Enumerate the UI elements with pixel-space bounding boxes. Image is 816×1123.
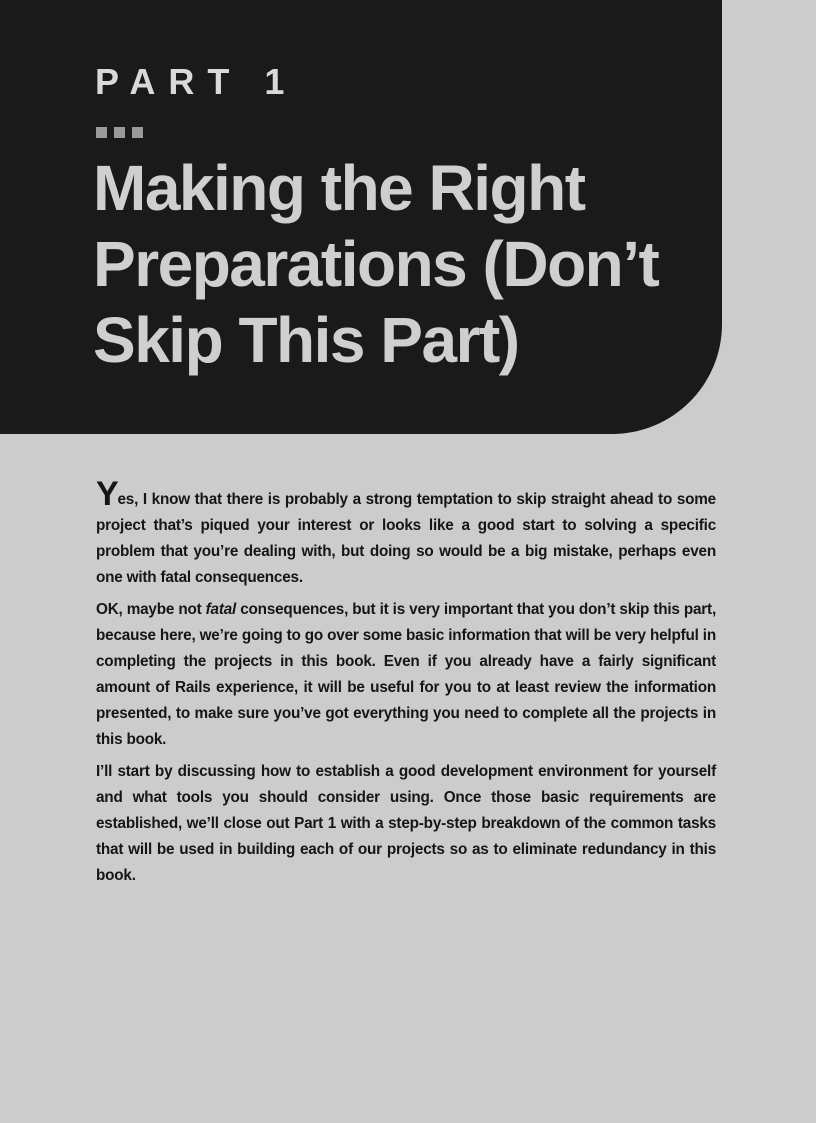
paragraph-1-text: es, I know that there is probably a strong temptation to skip straight ahead to some project that’s piqued your interest or looks like a good start to solving a specific problem that you’re dealing with, but doing so would be a big mistake, perhaps even one with fatal consequences. xyxy=(96,491,716,586)
part-title: Making the Right Preparations (Don’t Skip This Part) xyxy=(93,152,659,376)
part-label xyxy=(95,62,297,102)
decorative-marks xyxy=(96,127,143,138)
part-number: 1 xyxy=(264,61,298,102)
emphasis-fatal: fatal xyxy=(205,601,237,618)
paragraph-3: I’ll start by discussing how to establish a good development environment for yourself and what tools you should consider using. Once those basic requirements are established, we’ll close out Part 1 with a step-by-step breakdown of the common tasks that will be used in building each of our projects so as to eliminate redundancy in this book. xyxy=(96,763,716,884)
drop-cap: Y xyxy=(96,475,119,513)
paragraph-2-text-after: consequences, but it is very important that you don’t skip this part, because here, we’re going to go over some basic information that will be very helpful in completing the projects in this book. Even if you already have a fairly significant amount of Rails experience, it will be useful for you to at least review the information presented, to make sure you’ve got everything you need to complete all the projects in this book. xyxy=(96,601,716,748)
square-mark-icon xyxy=(114,127,125,138)
paragraph-1 xyxy=(96,475,716,591)
square-mark-icon xyxy=(132,127,143,138)
part-word: PART xyxy=(95,61,243,102)
chapter-banner xyxy=(0,0,722,434)
body-text xyxy=(96,475,716,895)
paragraph-2 xyxy=(96,597,716,753)
square-mark-icon xyxy=(96,127,107,138)
paragraph-2-text-before: OK, maybe not xyxy=(96,601,206,618)
